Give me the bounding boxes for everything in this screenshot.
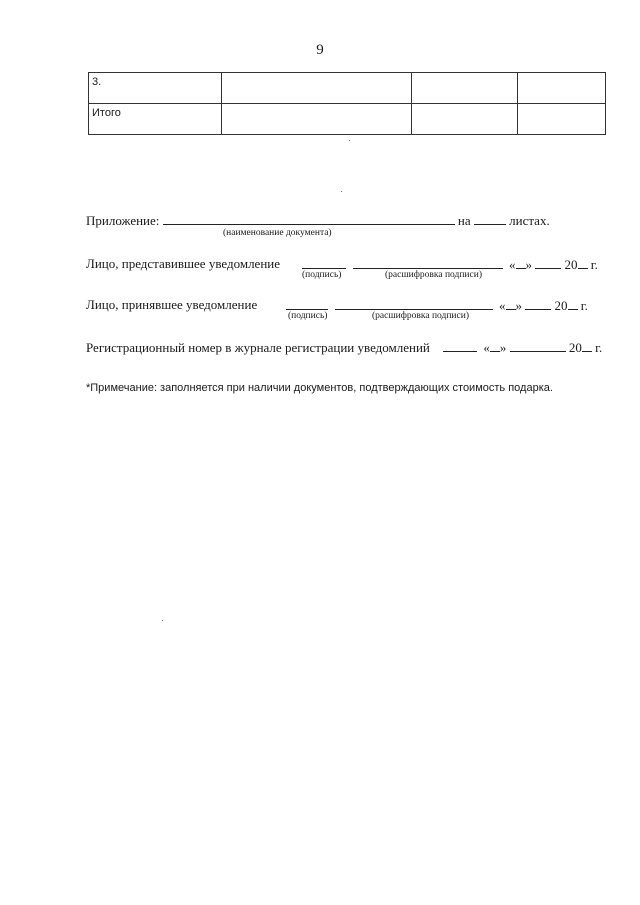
table-cell: Итого	[89, 104, 222, 135]
receiver-day-field[interactable]	[506, 297, 516, 310]
attachment-label: Приложение:	[86, 213, 160, 228]
table-cell	[412, 104, 518, 135]
document-name-field[interactable]	[163, 212, 455, 225]
receiver-signature-field[interactable]	[286, 297, 328, 310]
table-cell	[518, 73, 606, 104]
year-prefix: 20	[554, 298, 568, 313]
table-cell	[222, 73, 412, 104]
attachment-middle-text: на	[457, 213, 471, 228]
year-suffix: г.	[590, 257, 598, 272]
scan-speck	[341, 191, 342, 192]
submitter-month-field[interactable]	[535, 256, 561, 269]
registration-label: Регистрационный номер в журнале регистрации уведомлений	[86, 340, 430, 355]
registration-month-field[interactable]	[510, 339, 566, 352]
table-row	[89, 104, 606, 135]
registration-number-field[interactable]	[443, 339, 477, 352]
close-quote: »	[515, 298, 522, 313]
gifts-table	[88, 72, 606, 135]
registration-line	[86, 339, 602, 356]
page-number: 9	[316, 42, 324, 58]
submitter-signature-caption: (подпись)	[302, 270, 342, 280]
attachment-line	[86, 212, 550, 229]
submitter-signature-field[interactable]	[302, 256, 346, 269]
registration-year-field[interactable]	[582, 339, 592, 352]
registration-day-field[interactable]	[490, 339, 500, 352]
year-suffix: г.	[580, 298, 588, 313]
sheets-count-field[interactable]	[474, 212, 506, 225]
document-name-caption: (наименование документа)	[223, 228, 332, 238]
attachment-suffix: листах.	[509, 213, 550, 228]
scan-speck	[349, 140, 350, 141]
open-quote: «	[499, 298, 506, 313]
table-row	[89, 73, 606, 104]
receiver-decoding-caption: (расшифровка подписи)	[372, 311, 469, 321]
open-quote: «	[483, 340, 490, 355]
submitter-label: Лицо, представившее уведомление	[86, 256, 281, 271]
receiver-year-field[interactable]	[568, 297, 578, 310]
receiver-month-field[interactable]	[525, 297, 551, 310]
open-quote: «	[509, 257, 516, 272]
receiver-decoding-field[interactable]	[335, 297, 493, 310]
table-cell	[222, 104, 412, 135]
table-cell	[412, 73, 518, 104]
close-quote: »	[525, 257, 532, 272]
scan-speck	[162, 620, 163, 621]
submitter-decoding-caption: (расшифровка подписи)	[385, 270, 482, 280]
submitter-decoding-field[interactable]	[353, 256, 503, 269]
submitter-year-field[interactable]	[578, 256, 588, 269]
year-prefix: 20	[564, 257, 578, 272]
footnote: *Примечание: заполняется при наличии документов, подтверждающих стоимость подарка.	[86, 382, 553, 394]
submitter-day-field[interactable]	[516, 256, 526, 269]
receiver-label: Лицо, принявшее уведомление	[86, 297, 258, 312]
table-cell: 3.	[89, 73, 222, 104]
year-prefix: 20	[568, 340, 582, 355]
close-quote: »	[499, 340, 507, 355]
receiver-signature-caption: (подпись)	[288, 311, 328, 321]
table-cell	[518, 104, 606, 135]
year-suffix: г.	[595, 340, 603, 355]
